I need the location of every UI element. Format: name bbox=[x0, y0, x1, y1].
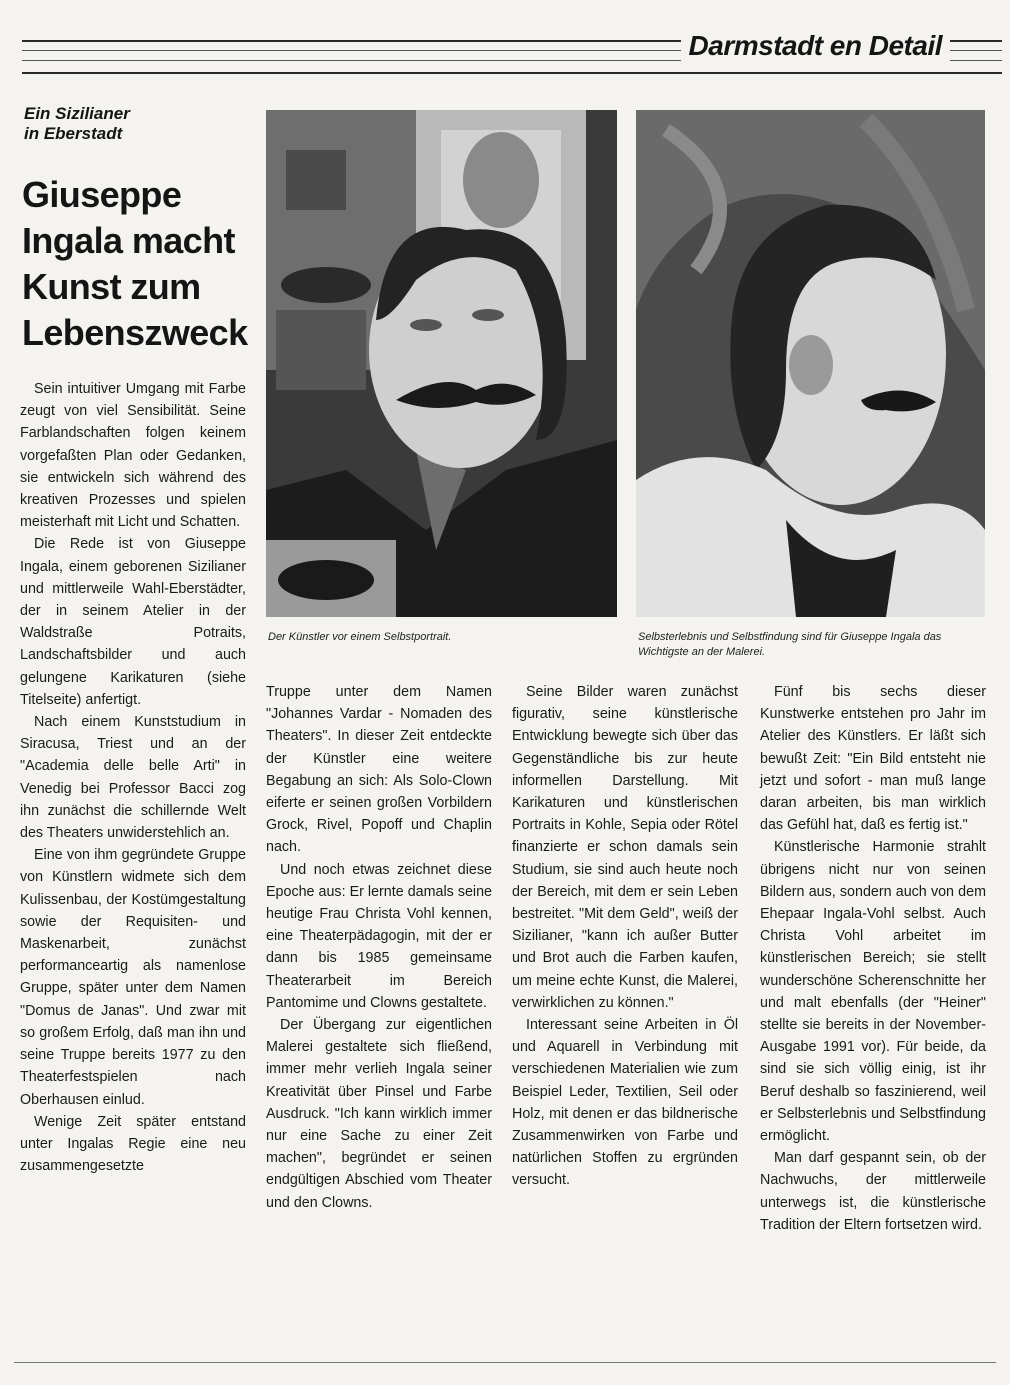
paragraph: Sein intuitiver Umgang mit Farbe zeugt von viel Sensibilität. Seine Farblandschaften folgen keinem vorgefaßten Plan oder Gedanken, sie entwickeln sich während des kreativen Prozesses und spielen meisterhaft mit Licht und Schatten. bbox=[20, 381, 246, 531]
kicker-line: in Eberstadt bbox=[24, 124, 123, 143]
paragraph: Eine von ihm gegründete Gruppe von Künstlern widmete sich dem Kulissenbau, der Kostümgestaltung sowie der Requisiten- und Maskenarbeit, zunächst performanceartig als namenlose Gruppe, später unter dem Namen "Domus de Janas". Und zwar mit so großem Erfolg, daß man ihn und seine Truppe bereits 1977 zu den Theaterfestspielen nach Oberhausen einlud. bbox=[20, 847, 246, 1108]
article-column-4 bbox=[760, 681, 986, 1236]
artist-photo-profile bbox=[636, 110, 985, 617]
headline-line: Giuseppe bbox=[22, 174, 182, 215]
paragraph: Seine Bilder waren zunächst figurativ, seine künstlerische Entwicklung bewegte sich über das Gegenständliche bis zur heute informellen Darstellung. Mit Karikaturen und künstlerischen Portraits in Kohle, Sepia oder Rötel finanzierte er schon damals sein Studium, sie sind auch heute noch der Bereich, mit dem er sein Leben bestreitet. "Mit dem Geld", weiß der Sizilianer, "kann ich außer Butter und Brot auch die Farben kaufen, um meine echte Kunst, die Malerei, verwirklichen zu können." bbox=[512, 684, 738, 1011]
photo-caption-1: Der Künstler vor einem Selbstportrait. bbox=[268, 631, 452, 643]
paragraph: Man darf gespannt sein, ob der Nachwuchs, der mittlerweile unterwegs ist, die künstlerische Tradition der Eltern fortsetzen wird. bbox=[760, 1150, 986, 1233]
paragraph: Truppe unter dem Namen "Johannes Vardar - Nomaden des Theaters". In dieser Zeit entdeckte der Künstler eine weitere Begabung an sich: Als Solo-Clown eiferte er seinen großen Vorbildern Grock, Rivel, Popoff und Chaplin nach. bbox=[266, 684, 492, 856]
kicker-line: Ein Sizilianer bbox=[24, 104, 130, 123]
article-kicker bbox=[24, 104, 244, 144]
article-column-1 bbox=[20, 378, 246, 1177]
artist-photo-self-portrait bbox=[266, 110, 617, 617]
article-column-2 bbox=[266, 681, 492, 1214]
paragraph: Die Rede ist von Giuseppe Ingala, einem geborenen Sizilianer und mittlerweile Wahl-Eberstädter, der in seinem Atelier in der Waldstraße Potraits, Landschaftsbilder und auch gelungene Karikaturen (siehe Titelseite) anfertigt. bbox=[20, 536, 246, 708]
paragraph: Der Übergang zur eigentlichen Malerei gestaltete sich fließend, immer mehr verlieh Ingala seiner Kreativität über Pinsel und Farbe Ausdruck. "Ich kann wirklich immer nur eine Sache zu einer Zeit machen", begründet er seinen endgültigen Abschied vom Theater und den Clowns. bbox=[266, 1017, 492, 1211]
paragraph: Künstlerische Harmonie strahlt übrigens nicht nur von seinen Bildern aus, sondern auch von dem Ehepaar Ingala-Vohl selbst. Auch Christa Vohl arbeitet im künstlerischen Bereich; sie stellt wunderschöne Scherenschnitte her und malt ebenfalls (der "Heiner" stellte sie bereits in der November-Ausgabe 1991 vor). Für beide, da sind sie sich völlig einig, ist ihr Beruf deshalb so faszinierend, weil er Selbsterlebnis und Selbstfindung ermöglicht. bbox=[760, 839, 986, 1145]
photo-artwork bbox=[636, 110, 985, 617]
photo-artwork bbox=[266, 110, 617, 617]
photo-caption-2: Selbsterlebnis und Selbstfindung sind für Giuseppe Ingala das Wichtigste an der Malerei. bbox=[638, 631, 942, 658]
paragraph: Nach einem Kunststudium in Siracusa, Triest und an der "Academia delle belle Arti" in Venedig bei Professor Bacci zog ihn zunächst die schillernde Welt des Theaters unwiderstehlich an. bbox=[20, 714, 246, 842]
paragraph: Fünf bis sechs dieser Kunstwerke entstehen pro Jahr im Atelier des Künstlers. Er läßt sich bewußt Zeit: "Ein Bild entsteht nie jetzt und sofort - man muß lange daran arbeiten, bis man wirklich das Gefühl hat, daß es fertig ist." bbox=[760, 684, 986, 834]
page-bottom-rule bbox=[14, 1362, 996, 1363]
section-title: Darmstadt en Detail bbox=[681, 30, 950, 62]
header-rule-bottom bbox=[22, 72, 1002, 74]
paragraph: Wenige Zeit später entstand unter Ingalas Regie eine neu zusammengesetzte bbox=[20, 1113, 246, 1175]
paragraph: Interessant seine Arbeiten in Öl und Aquarell in Verbindung mit verschiedenen Materialien wie zum Beispiel Leder, Textilien, Seil oder Holz, mit denen er das bildnerische Zusammenwirken von Farbe und natürlichen Stoffen zu ergründen versucht. bbox=[512, 1017, 738, 1189]
headline-line: Lebenszweck bbox=[22, 312, 248, 353]
paragraph: Und noch etwas zeichnet diese Epoche aus: Er lernte damals seine heutige Frau Christa Vohl kennen, eine Theaterpädagogin, mit der er dann bis 1985 gemeinsame Theaterarbeit im Bereich Pantomime und Clowns gestaltete. bbox=[266, 861, 492, 1011]
headline-line: Kunst zum bbox=[22, 266, 201, 307]
headline-line: Ingala macht bbox=[22, 220, 235, 261]
article-column-3 bbox=[512, 681, 738, 1192]
article-headline bbox=[22, 172, 262, 356]
